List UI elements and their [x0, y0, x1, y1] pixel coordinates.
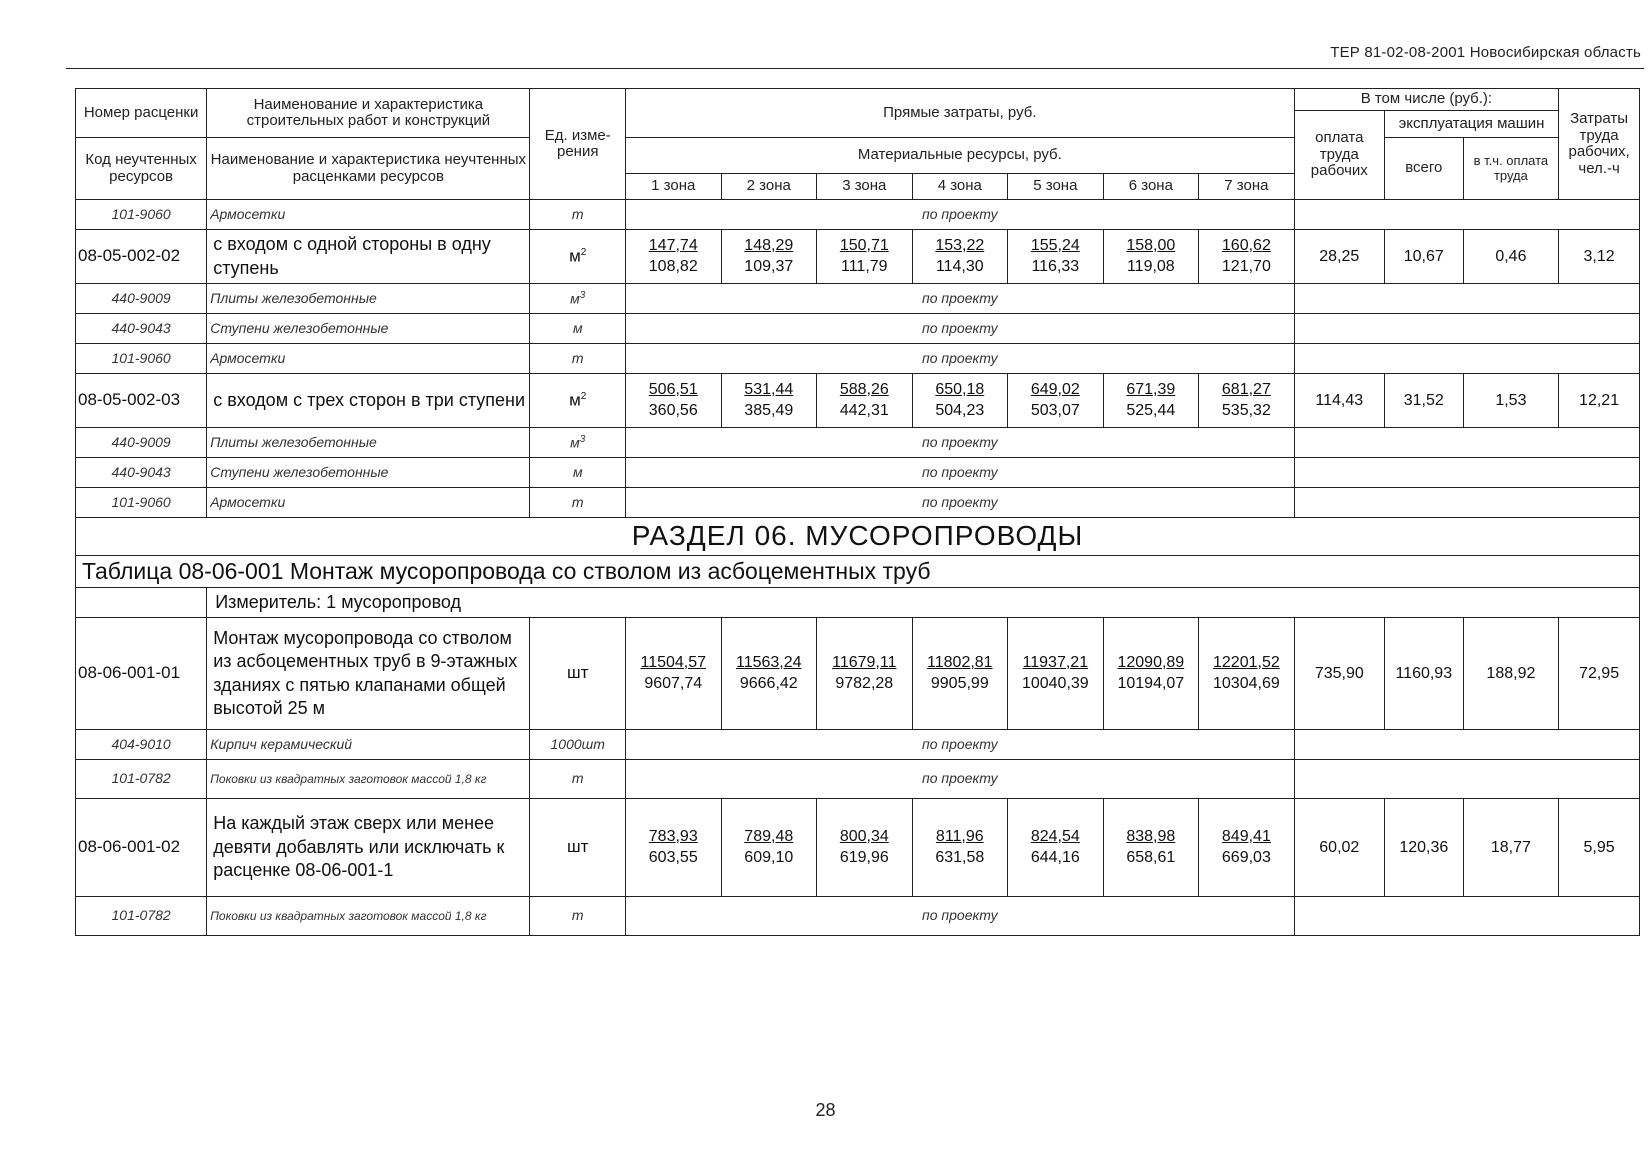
price-zone-7: 681,27 535,32: [1199, 374, 1295, 428]
price-zone-3: 150,71 111,79: [817, 230, 913, 284]
by-project-note: по проекту: [626, 284, 1295, 314]
machines-total: 31,52: [1384, 374, 1463, 428]
price-zone-1: 506,51 360,56: [626, 374, 722, 428]
resource-code: 101-0782: [76, 760, 207, 799]
price-zone-7: 160,62 121,70: [1199, 230, 1295, 284]
labor-pay: 28,25: [1294, 230, 1384, 284]
resource-unit: $м^3$: [530, 428, 626, 458]
price-zone-2: 789,48 609,10: [721, 799, 817, 897]
price-zone-5: 11937,21 10040,39: [1008, 618, 1104, 730]
machines-total: 1160,93: [1384, 618, 1463, 730]
price-zone-6: 158,00 119,08: [1103, 230, 1199, 284]
resource-code: 404-9010: [76, 730, 207, 760]
col-labor-costs: Затраты труда рабочих, чел.-ч: [1559, 89, 1640, 200]
resource-unit: $м^3$: [530, 284, 626, 314]
price-zone-7: 849,41 669,03: [1199, 799, 1295, 897]
resource-unit: м: [530, 458, 626, 488]
col-resource-name: Наименование и характеристика неучтенных расценками ресурсов: [207, 138, 530, 200]
col-zone: 3 зона: [817, 174, 913, 200]
price-zone-1: 783,93 603,55: [626, 799, 722, 897]
page-number: 28: [815, 1100, 836, 1120]
price-zone-5: 649,02 503,07: [1008, 374, 1104, 428]
rate-name: с входом с трех сторон в три ступени: [207, 374, 530, 428]
by-project-note: по проекту: [626, 200, 1295, 230]
resource-row: [76, 458, 1640, 488]
price-zone-4: 153,22 114,30: [912, 230, 1008, 284]
labor-costs: 12,21: [1559, 374, 1640, 428]
by-project-note: по проекту: [626, 897, 1295, 936]
resource-row: [76, 760, 1640, 799]
rate-row: [76, 618, 1640, 730]
col-including: В том числе (руб.):: [1294, 89, 1559, 111]
col-machines-labor: в т.ч. оплата труда: [1463, 138, 1559, 200]
rate-code: 08-05-002-03: [76, 374, 207, 428]
resource-code: 101-9060: [76, 344, 207, 374]
header-rule: [66, 68, 1644, 69]
resource-code: 440-9043: [76, 458, 207, 488]
rate-name: На каждый этаж сверх или менее девяти добавлять или исключать к расценке 08-06-001-1: [207, 799, 530, 897]
col-zone: 7 зона: [1199, 174, 1295, 200]
col-labor-pay: оплата труда рабочих: [1294, 111, 1384, 200]
col-material-resources: Материальные ресурсы, руб.: [626, 138, 1295, 174]
resource-unit: м: [530, 314, 626, 344]
price-zone-3: 11679,11 9782,28: [817, 618, 913, 730]
resource-code: 440-9009: [76, 284, 207, 314]
col-machines-total: всего: [1384, 138, 1463, 200]
col-direct-costs: Прямые затраты, руб.: [626, 89, 1295, 138]
resource-row: [76, 314, 1640, 344]
resource-name: Ступени железобетонные: [207, 458, 530, 488]
price-zone-1: 147,74 108,82: [626, 230, 722, 284]
resource-name: Поковки из квадратных заготовок массой 1,8 кг: [207, 897, 530, 936]
labor-costs: 3,12: [1559, 230, 1640, 284]
price-zone-6: 12090,89 10194,07: [1103, 618, 1199, 730]
labor-pay: 735,90: [1294, 618, 1384, 730]
price-zone-7: 12201,52 10304,69: [1199, 618, 1295, 730]
resource-unit: т: [530, 200, 626, 230]
labor-costs: 72,95: [1559, 618, 1640, 730]
resource-code: 101-9060: [76, 200, 207, 230]
resource-name: Поковки из квадратных заготовок массой 1,8 кг: [207, 760, 530, 799]
by-project-note: по проекту: [626, 730, 1295, 760]
col-zone: 4 зона: [912, 174, 1008, 200]
rate-code: 08-06-001-01: [76, 618, 207, 730]
rate-unit: $м^2$: [530, 230, 626, 284]
section-title: РАЗДЕЛ 06. МУСОРОПРОВОДЫ: [76, 518, 1640, 556]
col-zone: 6 зона: [1103, 174, 1199, 200]
meter-row: [76, 588, 1640, 618]
price-zone-2: 148,29 109,37: [721, 230, 817, 284]
resource-name: Плиты железобетонные: [207, 284, 530, 314]
resource-row: [76, 897, 1640, 936]
price-zone-5: 824,54 644,16: [1008, 799, 1104, 897]
price-zone-3: 588,26 442,31: [817, 374, 913, 428]
rate-code: 08-05-002-02: [76, 230, 207, 284]
table-title: Таблица 08-06-001 Монтаж мусоропровода со стволом из асбоцементных труб: [76, 556, 1640, 588]
price-zone-4: 811,96 631,58: [912, 799, 1008, 897]
rates-table: [75, 88, 1640, 936]
col-rate-name: Наименование и характеристика строительных работ и конструкций: [207, 89, 530, 138]
by-project-note: по проекту: [626, 314, 1295, 344]
resource-row: [76, 200, 1640, 230]
price-zone-4: 650,18 504,23: [912, 374, 1008, 428]
rate-name: с входом с одной стороны в одну ступень: [207, 230, 530, 284]
resource-name: Армосетки: [207, 344, 530, 374]
by-project-note: по проекту: [626, 344, 1295, 374]
machines-total: 10,67: [1384, 230, 1463, 284]
rate-unit: шт: [530, 799, 626, 897]
by-project-note: по проекту: [626, 428, 1295, 458]
price-zone-5: 155,24 116,33: [1008, 230, 1104, 284]
resource-row: [76, 730, 1640, 760]
labor-pay: 60,02: [1294, 799, 1384, 897]
machines-labor: 188,92: [1463, 618, 1559, 730]
section-row: [76, 518, 1640, 556]
price-zone-1: 11504,57 9607,74: [626, 618, 722, 730]
rate-code: 08-06-001-02: [76, 799, 207, 897]
resource-name: Кирпич керамический: [207, 730, 530, 760]
col-zone: 5 зона: [1008, 174, 1104, 200]
resource-row: [76, 284, 1640, 314]
meter-label: Измеритель: 1 мусоропровод: [207, 588, 1640, 618]
machines-labor: 1,53: [1463, 374, 1559, 428]
price-zone-6: 838,98 658,61: [1103, 799, 1199, 897]
col-zone: 2 зона: [721, 174, 817, 200]
resource-row: [76, 488, 1640, 518]
resource-code: 440-9009: [76, 428, 207, 458]
price-zone-4: 11802,81 9905,99: [912, 618, 1008, 730]
resource-code: 440-9043: [76, 314, 207, 344]
col-rate-number: Номер расценки: [76, 89, 207, 138]
table-title-row: [76, 556, 1640, 588]
price-zone-6: 671,39 525,44: [1103, 374, 1199, 428]
labor-costs: 5,95: [1559, 799, 1640, 897]
rate-unit: $м^2$: [530, 374, 626, 428]
resource-code: 101-9060: [76, 488, 207, 518]
resource-name: Ступени железобетонные: [207, 314, 530, 344]
resource-unit: т: [530, 488, 626, 518]
machines-labor: 0,46: [1463, 230, 1559, 284]
resource-unit: т: [530, 344, 626, 374]
page-header: ТЕР 81-02-08-2001 Новосибирская область: [1330, 44, 1641, 61]
resource-row: [76, 344, 1640, 374]
by-project-note: по проекту: [626, 488, 1295, 518]
machines-total: 120,36: [1384, 799, 1463, 897]
col-machine-ops: эксплуатация машин: [1384, 111, 1558, 138]
resource-row: [76, 428, 1640, 458]
by-project-note: по проекту: [626, 458, 1295, 488]
rate-row: [76, 374, 1640, 428]
rate-row: [76, 230, 1640, 284]
price-zone-2: 11563,24 9666,42: [721, 618, 817, 730]
resource-unit: т: [530, 760, 626, 799]
rate-row: [76, 799, 1640, 897]
labor-pay: 114,43: [1294, 374, 1384, 428]
resource-name: Армосетки: [207, 488, 530, 518]
rate-name: Монтаж мусоропровода со стволом из асбоцементных труб в 9-этажных зданиях с пятью клапанами общей высотой 25 м: [207, 618, 530, 730]
by-project-note: по проекту: [626, 760, 1295, 799]
resource-unit: 1000шт: [530, 730, 626, 760]
resource-unit: т: [530, 897, 626, 936]
machines-labor: 18,77: [1463, 799, 1559, 897]
col-zone: 1 зона: [626, 174, 722, 200]
resource-name: Плиты железобетонные: [207, 428, 530, 458]
col-resource-code: Код неучтенных ресурсов: [76, 138, 207, 200]
rate-unit: шт: [530, 618, 626, 730]
price-zone-2: 531,44 385,49: [721, 374, 817, 428]
resource-name: Армосетки: [207, 200, 530, 230]
price-zone-3: 800,34 619,96: [817, 799, 913, 897]
col-unit: Ед. изме-рения: [530, 89, 626, 200]
resource-code: 101-0782: [76, 897, 207, 936]
